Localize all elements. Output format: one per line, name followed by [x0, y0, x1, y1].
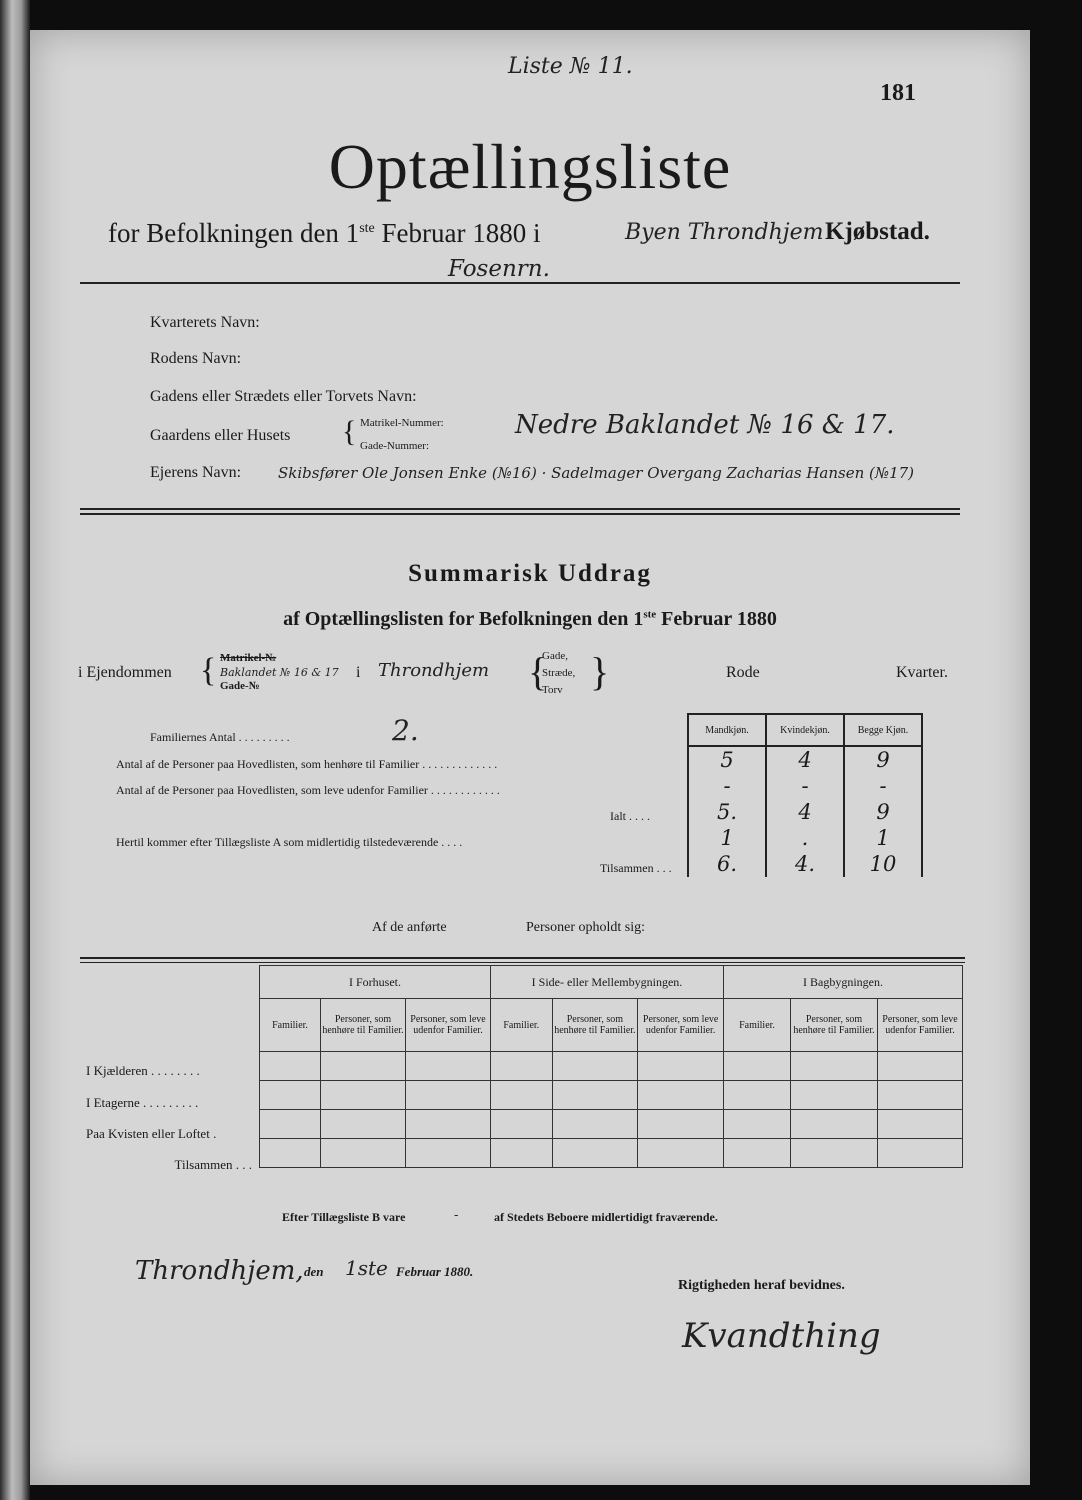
sub-henhore: Personer, som henhøre til Familier. — [552, 999, 638, 1052]
matrikel-nummer-label: Matrikel-Nummer: — [360, 417, 444, 429]
grid-rule-top — [80, 957, 965, 959]
list-note: Liste № 11. — [508, 54, 633, 79]
footer-date: Februar 1880. — [396, 1264, 474, 1279]
summary-row-label: Hertil kommer efter Tillægsliste A som midlertidig tilstedeværende . . . . — [116, 835, 463, 849]
sub-henhore: Personer, som henhøre til Familier. — [791, 999, 878, 1052]
cell-k: . — [766, 825, 844, 851]
summary-row-label: Antal af de Personer paa Hovedlisten, som leve udenfor Familier . . . . . . . . . . . . — [116, 783, 500, 797]
summary-table-row — [688, 851, 922, 877]
signature: Kvandthing — [682, 1316, 881, 1356]
page-title: Optællingsliste — [328, 131, 732, 202]
ophold-right: Personer opholdt sig: — [526, 920, 645, 935]
cell-m: 5. — [688, 799, 766, 825]
cell-m: 1 — [688, 825, 766, 851]
cell-m: - — [688, 773, 766, 799]
summary-table — [687, 713, 923, 877]
ejendom-i: i — [356, 664, 361, 681]
census-page — [30, 30, 1030, 1485]
subtitle-sup: ste — [359, 221, 375, 236]
summary-subtitle-post: Februar 1880 — [661, 608, 777, 630]
sub-familier: Familier. — [491, 999, 553, 1052]
torv-option: Torv — [542, 684, 563, 696]
sub-udenfor: Personer, som leve udenfor Familier. — [638, 999, 724, 1052]
summary-subtitle-sup: ste — [643, 608, 657, 621]
kvarter-label: Kvarterets Navn: — [150, 314, 260, 331]
summary-subtitle-pre: af Optællingslisten for Befolkningen den 1 — [283, 608, 644, 630]
col-mandkjon: Mandkjøn. — [688, 714, 766, 746]
summary-row-label: Ialt . . . . — [610, 809, 650, 823]
summary-table-row — [688, 773, 922, 799]
grid-row — [260, 1052, 963, 1081]
grid-row-label: I Kjælderen . . . . . . . . — [86, 1063, 200, 1078]
grid-row — [260, 1110, 963, 1139]
cell-b: 9 — [844, 746, 922, 773]
sub-udenfor: Personer, som leve udenfor Familier. — [878, 999, 963, 1052]
double-rule-top — [80, 508, 960, 510]
kvarter-label-summary: Kvarter. — [896, 664, 948, 681]
cell-m: 5 — [688, 746, 766, 773]
gade-no-label: Gade-№ — [220, 680, 260, 692]
tillaeg-post: af Stedets Beboere midlertidigt fraværende. — [494, 1210, 718, 1224]
cell-b: 10 — [844, 851, 922, 877]
sub-udenfor: Personer, som leve udenfor Familier. — [406, 999, 491, 1052]
group-forhuset: I Forhuset. — [260, 966, 491, 999]
kjobstad-label: Kjøbstad. — [825, 218, 930, 245]
tillaeg-pre: Efter Tillægsliste B vare — [282, 1210, 406, 1224]
gade-brace-right: } — [590, 649, 610, 694]
residence-grid — [259, 965, 963, 1168]
gaard-brace: { — [342, 415, 357, 448]
col-kvindekjon: Kvindekjøn. — [766, 714, 844, 746]
gade-option: Gade, — [542, 650, 568, 662]
eier-value: Skibsfører Ole Jonsen Enke (№16) · Sadelmager Overgang Zacharias Hansen (№17) — [278, 464, 915, 482]
summary-title: Summarisk Uddrag — [408, 560, 652, 587]
eier-label: Ejerens Navn: — [150, 464, 242, 481]
sub-henhore: Personer, som henhøre til Familier. — [321, 999, 406, 1052]
grid-rule-top-thin — [80, 962, 965, 963]
footer-den: den — [304, 1264, 324, 1279]
cell-m: 6. — [688, 851, 766, 877]
ophold-left: Af de anførte — [372, 920, 447, 935]
grid-row-label: Tilsammen . . . — [174, 1157, 252, 1172]
town-name: Byen Throndhjem — [625, 220, 824, 245]
cell-b: 1 — [844, 825, 922, 851]
rode-label-summary: Rode — [726, 664, 760, 681]
group-sidebygning: I Side- eller Mellembygningen. — [491, 966, 724, 999]
double-rule-bottom — [80, 513, 960, 515]
sub-familier: Familier. — [724, 999, 791, 1052]
gaard-value: Nedre Baklandet № 16 & 17. — [515, 410, 895, 440]
summary-row-label: Antal af de Personer paa Hovedlisten, som henhøre til Familier . . . . . . . . . . . . . — [116, 757, 498, 771]
familier-label: Familiernes Antal . . . . . . . . . — [150, 730, 290, 744]
summary-table-row — [688, 746, 922, 773]
ejendom-label: i Ejendommen — [78, 664, 172, 681]
subtitle-post: Februar 1880 i — [381, 218, 541, 248]
book-spine — [0, 0, 30, 1500]
gade-label: Gadens eller Strædets eller Torvets Navn: — [150, 388, 417, 405]
matrikel-no-value: Baklandet № 16 & 17 — [220, 666, 339, 679]
rigtighed-text: Rigtigheden heraf bevidnes. — [678, 1278, 845, 1293]
summary-row-label: Tilsammen . . . — [600, 861, 672, 875]
footer-day: 1ste — [345, 1256, 388, 1280]
cell-b: 9 — [844, 799, 922, 825]
cell-k: - — [766, 773, 844, 799]
grid-row — [260, 1081, 963, 1110]
familier-value: 2. — [392, 714, 419, 747]
page-number: 181 — [880, 80, 916, 106]
gaard-label: Gaardens eller Husets — [150, 427, 291, 444]
group-bagbygning: I Bagbygningen. — [724, 966, 963, 999]
ejendom-brace: { — [200, 652, 217, 689]
grid-row — [260, 1139, 963, 1168]
summary-subtitle — [30, 608, 1030, 631]
cell-k: 4 — [766, 799, 844, 825]
header-rule — [80, 282, 960, 284]
cell-k: 4. — [766, 851, 844, 877]
subtitle-pre: for Befolkningen den 1 — [108, 218, 360, 248]
col-begge: Begge Kjøn. — [844, 714, 922, 746]
tillaeg-value: - — [454, 1208, 459, 1223]
straede-option: Stræde, — [542, 667, 576, 679]
summary-table-row — [688, 799, 922, 825]
summary-table-row — [688, 825, 922, 851]
matrikel-no-label: Matrikel-№ — [220, 652, 277, 664]
rode-label: Rodens Navn: — [150, 350, 242, 367]
gade-brace-left: { — [528, 649, 548, 694]
cell-b: - — [844, 773, 922, 799]
gade-nummer-label: Gade-Nummer: — [360, 440, 430, 452]
cell-k: 4 — [766, 746, 844, 773]
sub-familier: Familier. — [260, 999, 321, 1052]
title-subtitle — [108, 218, 540, 249]
footer-place: Throndhjem, — [135, 1256, 304, 1286]
ejendom-place: Throndhjem — [378, 660, 490, 681]
grid-row-label: I Etagerne . . . . . . . . . — [86, 1095, 199, 1110]
grid-row-label: Paa Kvisten eller Loftet . — [86, 1126, 217, 1141]
district-name: Fosenrn. — [448, 256, 550, 282]
